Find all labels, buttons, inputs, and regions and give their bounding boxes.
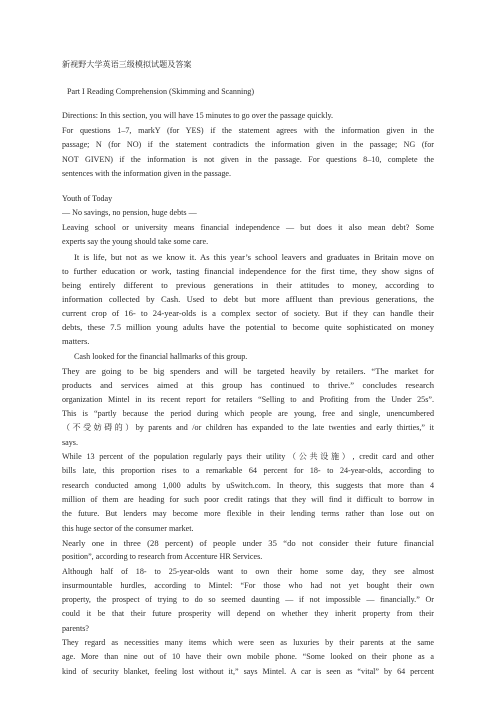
para6-line-5: parents? xyxy=(62,624,89,633)
passage-title: Youth of Today xyxy=(62,194,113,203)
part-heading: Part I Reading Comprehension (Skimming and Scanning) xyxy=(67,87,255,96)
para5-line-2: position”, according to research from Accenture HR Services. xyxy=(62,552,263,561)
intro-line-1: Leaving school or university means financial independence — but does it also mean debt? Some xyxy=(62,223,434,232)
directions-line-4: NOT GIVEN) if the information is not given in the passage. For questions 8–10, complete the xyxy=(62,155,434,164)
para1-line-2: to further education or work, tasting financial independence for the first time, they show signs of xyxy=(62,266,434,276)
directions-line-3: passage; N (for NO) if the statement contradicts the information given in the passage; NG (for xyxy=(62,140,434,149)
para7-line-2: age. More than nine out of 10 have their own mobile phone. “Some looked on their phone as a xyxy=(62,652,434,661)
para6-line-3: property, the prospect of trying to do so seemed daunting — if not impossible — financially.” Or xyxy=(62,595,434,604)
para4-line-3: research conducted among 1,000 adults by uSwitch.com. In theory, this suggests that more than 4 xyxy=(62,481,434,490)
para4-line-1: While 13 percent of the population regularly pays their utility（公共设施）, credit card and other xyxy=(62,452,434,461)
para6-line-1: Although half of 18- to 25-year-olds want to own their home some day, they see almost xyxy=(62,567,434,576)
para4-line-6: this huge sector of the consumer market. xyxy=(62,524,194,533)
para2-line-1: Cash looked for the financial hallmarks of this group. xyxy=(74,352,248,361)
para1-line-7: matters. xyxy=(62,336,90,346)
para3-line-2: products and services aimed at this group has continued to thrive.” concludes research xyxy=(62,380,434,390)
para7-line-1: They regard as necessities many items which were seen as luxuries by their parents at the same xyxy=(62,638,434,647)
intro-line-2: experts say the young should take some care. xyxy=(62,237,209,246)
para1-line-3: being entirely different to previous generations in their attitudes to money, according to xyxy=(62,280,434,290)
para1-line-6: debts, these 7.5 million young adults have the potential to become quite sophisticated on money xyxy=(62,322,434,332)
passage-subtitle: — No savings, no pension, huge debts — xyxy=(62,208,197,217)
para1-line-5: current crop of 16- to 24-year-olds is a complex sector of society. But if they can handle their xyxy=(62,308,434,318)
para5-line-1: Nearly one in three (28 percent) of people under 35 “do not consider their future financial xyxy=(62,538,434,548)
para6-line-4: could it be that their future prosperity will depend on whether they inherit property from their xyxy=(62,609,434,618)
para3-line-6: says. xyxy=(62,438,78,447)
para1-line-4: information collected by Cash. Used to debt but more affluent than previous generations, the xyxy=(62,294,434,304)
para4-line-4: million of them are heading for such poor credit ratings that they will find it difficult to borrow in xyxy=(62,495,434,504)
directions-line-5: sentences with the information given in the passage. xyxy=(62,169,232,178)
para3-line-1: They are going to be big spenders and will be targeted heavily by retailers. “The market for xyxy=(62,366,434,376)
para6-line-2: insurmountable hurdles, according to Mintel: “For those who had not yet bought their own xyxy=(62,581,434,590)
directions-line-2: For questions 1–7, markY (for YES) if the statement agrees with the information given in the xyxy=(62,126,434,135)
para1-line-1: It is life, but not as we know it. As this year’s school leavers and graduates in Britain move on xyxy=(74,252,434,262)
para3-line-5: （不受妨碍的）by parents and /or children has expanded to the late twenties and early thirties,” it xyxy=(62,423,434,432)
para4-line-2: bills late, this proportion rises to a remarkable 64 percent for 18- to 24-year-olds, according to xyxy=(62,466,434,475)
para3-line-3: organization Mintel in its recent report for retailers “Selling to and Profiting from the Under 25s”. xyxy=(62,395,434,404)
para4-line-5: the future. But lenders may become more flexible in their lending terms rather than lose out on xyxy=(62,509,434,518)
document-title: 新视野大学英语三级模拟试题及答案 xyxy=(62,60,192,69)
para7-line-3: kind of security blanket, feeling lost without it,” says Mintel. A car is seen as “vital” by 64 percent xyxy=(62,667,434,676)
para3-line-4: This is “partly because the period during which people are young, free and single, unencumbered xyxy=(62,409,434,418)
directions-line-1: Directions: In this section, you will have 15 minutes to go over the passage quickly. xyxy=(62,111,334,120)
